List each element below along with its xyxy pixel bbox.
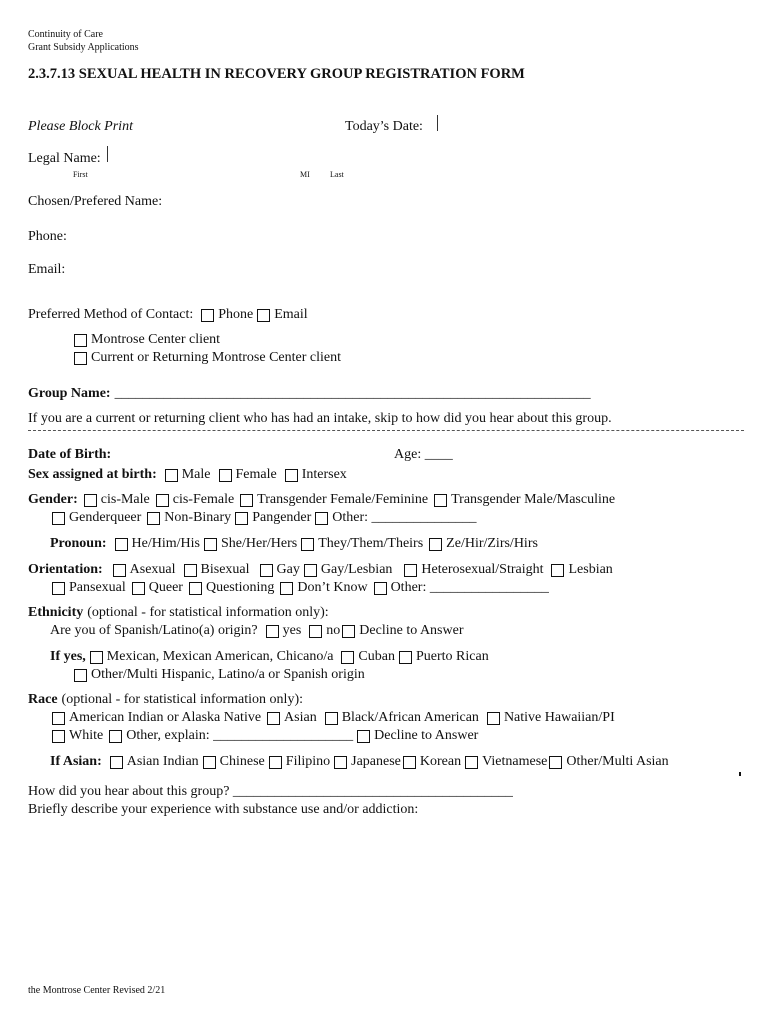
race-option: Native Hawaiian/PI: [503, 710, 615, 725]
asian-option: Vietnamese: [482, 754, 548, 769]
contact-email-label: Email: [274, 307, 308, 322]
gender-option: cis-Female: [172, 492, 235, 507]
preferred-contact-row: [28, 307, 308, 323]
group-name-label: Group Name:: [28, 386, 111, 401]
header-line-1: Continuity of Care: [28, 29, 103, 40]
sex-female-checkbox[interactable]: [219, 469, 232, 482]
client-montrose-row: [72, 332, 220, 348]
asian-option: Asian Indian: [126, 754, 199, 769]
asian-other-checkbox[interactable]: [549, 756, 562, 769]
legal-name-field[interactable]: [107, 146, 108, 162]
sex-male-checkbox[interactable]: [165, 469, 178, 482]
asian-option: Japanese: [351, 754, 401, 769]
race-heading-row: [28, 692, 303, 708]
age-label: Age: ____: [394, 447, 453, 462]
orientation-gay-lesbian-checkbox[interactable]: [304, 564, 317, 577]
race-option: American Indian or Alaska Native: [69, 710, 262, 725]
other-hispanic-checkbox[interactable]: [74, 669, 87, 682]
sex-option: Female: [235, 467, 277, 482]
race-black-checkbox[interactable]: [325, 712, 338, 725]
pronoun-label: Pronoun:: [50, 536, 107, 551]
contact-phone-label: Phone: [218, 307, 254, 322]
orientation-option: Asexual: [129, 562, 176, 577]
race-american-indian-checkbox[interactable]: [52, 712, 65, 725]
returning-client-checkbox[interactable]: [74, 352, 87, 365]
pronoun-option: She/Her/Hers: [221, 536, 298, 551]
puerto-rican-checkbox[interactable]: [399, 651, 412, 664]
asian-option: Filipino: [285, 754, 331, 769]
dash-marker: [739, 772, 741, 776]
cuban-checkbox[interactable]: [341, 651, 354, 664]
form-title: 2.3.7.13 SEXUAL HEALTH IN RECOVERY GROUP REGISTRATION FORM: [28, 66, 525, 82]
orientation-option: Heterosexual/Straight: [421, 562, 544, 577]
other-hispanic-row: [72, 667, 365, 683]
if-yes-label: If yes,: [50, 649, 86, 664]
pronoun-ze-checkbox[interactable]: [429, 538, 442, 551]
legal-name-label: Legal Name:: [28, 151, 101, 166]
if-yes-option: Cuban: [358, 649, 395, 664]
race-decline-checkbox[interactable]: [357, 730, 370, 743]
orientation-option: Questioning: [205, 580, 275, 595]
orientation-queer-checkbox[interactable]: [132, 582, 145, 595]
sex-label: Sex assigned at birth:: [28, 467, 157, 482]
asian-option: Other/Multi Asian: [566, 754, 669, 769]
pronoun-row: [50, 536, 538, 552]
gender-cis-female-checkbox[interactable]: [156, 494, 169, 507]
orientation-option: Lesbian: [568, 562, 613, 577]
legal-name-last-sub: Last: [330, 170, 344, 179]
orientation-option: Gay: [276, 562, 300, 577]
gender-row-2: [50, 510, 477, 526]
ethnicity-answer: yes: [282, 623, 302, 638]
mexican-checkbox[interactable]: [90, 651, 103, 664]
ethnicity-note: (optional - for statistical information only):: [87, 605, 329, 620]
hear-about-question[interactable]: How did you hear about this group? ________________________________________: [28, 784, 513, 799]
ethnicity-question-row: [50, 623, 464, 639]
race-option: Black/African American: [341, 710, 479, 725]
gender-non-binary-checkbox[interactable]: [147, 512, 160, 525]
orientation-option: Bisexual: [200, 562, 250, 577]
orientation-dont-know-checkbox[interactable]: [280, 582, 293, 595]
gender-trans-female-checkbox[interactable]: [240, 494, 253, 507]
orientation-option: Gay/Lesbian: [320, 562, 393, 577]
if-yes-row: [50, 649, 489, 665]
orientation-bisexual-checkbox[interactable]: [184, 564, 197, 577]
asian-indian-checkbox[interactable]: [110, 756, 123, 769]
gender-cis-male-checkbox[interactable]: [84, 494, 97, 507]
montrose-client-label: Montrose Center client: [91, 332, 221, 347]
orientation-lesbian-checkbox[interactable]: [551, 564, 564, 577]
asian-japanese-checkbox[interactable]: [334, 756, 347, 769]
section-divider: [28, 430, 744, 431]
race-row-1: [50, 710, 615, 726]
ethnicity-heading-row: [28, 605, 329, 621]
race-note: (optional - for statistical information only):: [61, 692, 303, 707]
race-other-label: Other, explain: ____________________: [126, 728, 354, 743]
ethnicity-decline-checkbox[interactable]: [342, 625, 355, 638]
asian-korean-checkbox[interactable]: [403, 756, 416, 769]
pronoun-option: They/Them/Theirs: [318, 536, 424, 551]
legal-name-mi-sub: MI: [300, 170, 310, 179]
phone-label: Phone:: [28, 229, 67, 244]
legal-name-first-sub: First: [73, 170, 88, 179]
race-white-label: White: [69, 728, 104, 743]
orientation-other-checkbox[interactable]: [374, 582, 387, 595]
gender-other-checkbox[interactable]: [315, 512, 328, 525]
asian-option: Korean: [419, 754, 462, 769]
pronoun-they-checkbox[interactable]: [301, 538, 314, 551]
pronoun-she-checkbox[interactable]: [204, 538, 217, 551]
race-asian-checkbox[interactable]: [267, 712, 280, 725]
orientation-gay-checkbox[interactable]: [260, 564, 273, 577]
contact-email-checkbox[interactable]: [257, 309, 270, 322]
if-yes-option: Mexican, Mexican American, Chicano/a: [106, 649, 334, 664]
race-option: Asian: [284, 710, 317, 725]
if-yes-option: Puerto Rican: [415, 649, 489, 664]
orientation-heterosexual-checkbox[interactable]: [404, 564, 417, 577]
race-decline-label: Decline to Answer: [374, 728, 479, 743]
header-line-2: Grant Subsidy Applications: [28, 42, 139, 53]
gender-trans-male-checkbox[interactable]: [434, 494, 447, 507]
sex-option: Male: [181, 467, 211, 482]
orientation-asexual-checkbox[interactable]: [113, 564, 126, 577]
returning-client-label: Current or Returning Montrose Center client: [91, 350, 341, 365]
sex-option: Intersex: [301, 467, 347, 482]
gender-pangender-checkbox[interactable]: [235, 512, 248, 525]
group-name-row: [28, 386, 591, 402]
client-returning-row: [72, 350, 341, 366]
asian-filipino-checkbox[interactable]: [269, 756, 282, 769]
race-other-checkbox[interactable]: [109, 730, 122, 743]
orientation-row-1: [28, 562, 613, 578]
gender-option: cis-Male: [100, 492, 150, 507]
contact-phone-checkbox[interactable]: [201, 309, 214, 322]
todays-date-label: Today’s Date:: [345, 119, 423, 134]
gender-option: Transgender Female/Feminine: [257, 492, 429, 507]
asian-option: Chinese: [219, 754, 265, 769]
gender-option: Pangender: [252, 510, 312, 525]
chosen-name-label: Chosen/Prefered Name:: [28, 194, 163, 209]
dob-label: Date of Birth:: [28, 447, 112, 462]
ethnicity-label: Ethnicity: [28, 605, 84, 620]
sex-intersex-checkbox[interactable]: [285, 469, 298, 482]
preferred-contact-label: Preferred Method of Contact:: [28, 307, 194, 322]
pronoun-option: He/Him/His: [131, 536, 200, 551]
ethnicity-yes-checkbox[interactable]: [266, 625, 279, 638]
other-hispanic-label: Other/Multi Hispanic, Latino/a or Spanish origin: [91, 667, 365, 682]
ethnicity-no-checkbox[interactable]: [309, 625, 322, 638]
ethnicity-question: Are you of Spanish/Latino(a) origin?: [50, 623, 258, 638]
gender-label: Gender:: [28, 492, 78, 507]
gender-option: Non-Binary: [164, 510, 232, 525]
intake-note: If you are a current or returning client who has had an intake, skip to how did you hear about this group.: [28, 411, 612, 426]
asian-chinese-checkbox[interactable]: [203, 756, 216, 769]
gender-genderqueer-checkbox[interactable]: [52, 512, 65, 525]
orientation-option: Pansexual: [69, 580, 126, 595]
gender-option: Genderqueer: [69, 510, 142, 525]
describe-experience-prompt: Briefly describe your experience with substance use and/or addiction:: [28, 802, 419, 817]
montrose-client-checkbox[interactable]: [74, 334, 87, 347]
pronoun-he-checkbox[interactable]: [115, 538, 128, 551]
orientation-questioning-checkbox[interactable]: [189, 582, 202, 595]
orientation-row-2: [50, 580, 549, 596]
orientation-option: Other: _________________: [390, 580, 549, 595]
gender-option: Transgender Male/Masculine: [451, 492, 616, 507]
block-print-note: Please Block Print: [28, 119, 133, 134]
orientation-option: Don’t Know: [297, 580, 368, 595]
footer-text: the Montrose Center Revised 2/21: [28, 985, 166, 996]
race-native-hawaiian-checkbox[interactable]: [487, 712, 500, 725]
orientation-option: Queer: [148, 580, 183, 595]
ethnicity-answer: no: [326, 623, 341, 638]
asian-label: If Asian:: [50, 754, 102, 769]
orientation-label: Orientation:: [28, 562, 103, 577]
asian-row: [50, 754, 669, 770]
gender-option: Other: _______________: [332, 510, 477, 525]
group-name-line[interactable]: ____________________________________________________________________: [114, 386, 591, 401]
email-label: Email:: [28, 262, 66, 277]
race-row-2: [50, 728, 478, 744]
todays-date-field[interactable]: [437, 115, 438, 131]
asian-vietnamese-checkbox[interactable]: [465, 756, 478, 769]
orientation-pansexual-checkbox[interactable]: [52, 582, 65, 595]
sex-row: [28, 467, 347, 483]
race-white-checkbox[interactable]: [52, 730, 65, 743]
race-label: Race: [28, 692, 58, 707]
ethnicity-answer: Decline to Answer: [359, 623, 464, 638]
gender-row-1: [28, 492, 615, 508]
pronoun-option: Ze/Hir/Zirs/Hirs: [446, 536, 538, 551]
